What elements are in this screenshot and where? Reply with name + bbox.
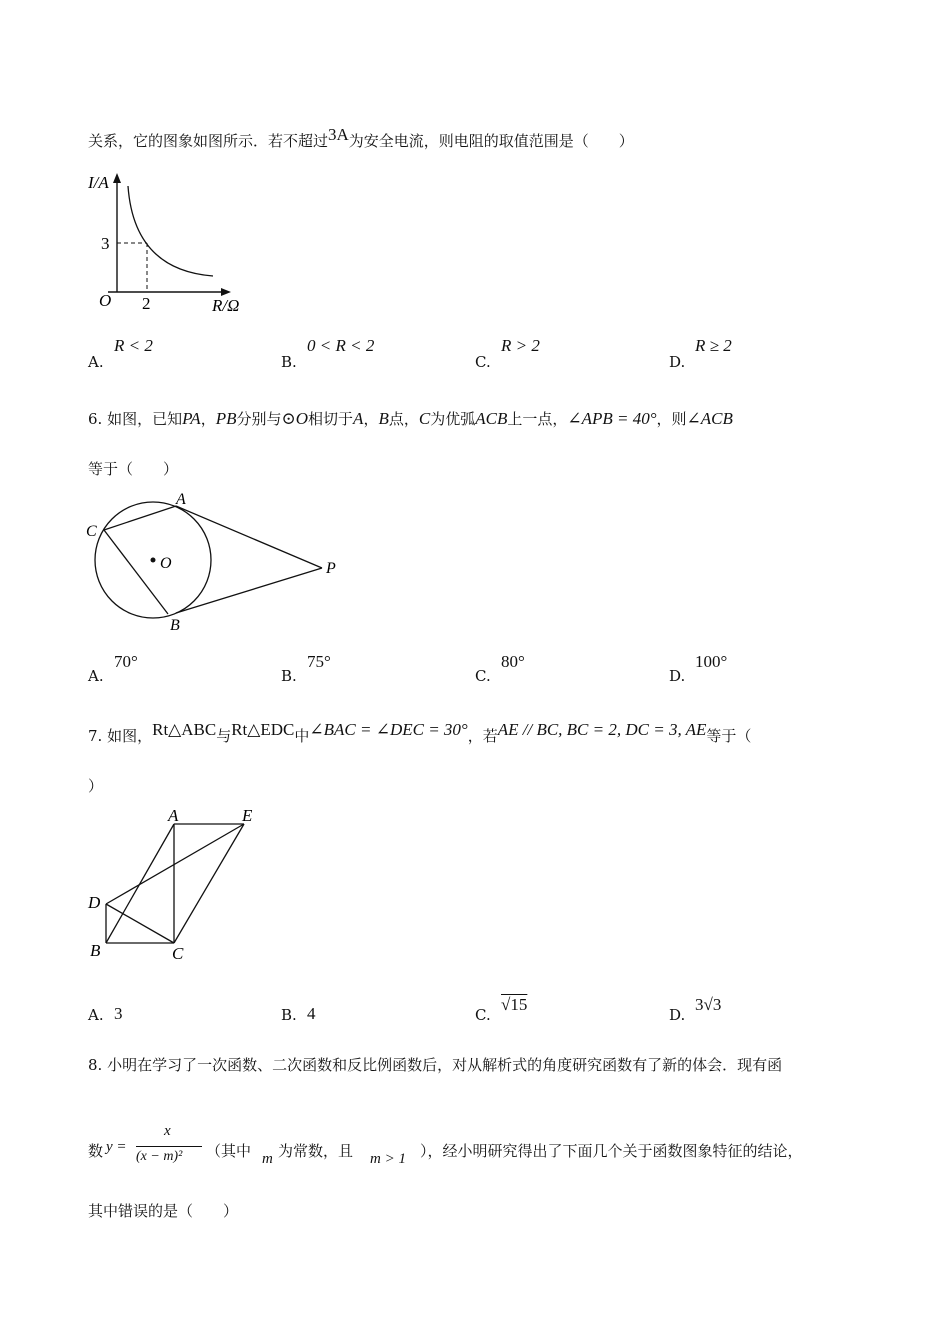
option-value: 4 — [307, 1004, 316, 1023]
q6-text: 上一点， — [507, 410, 568, 428]
q7-math: Rt△EDC — [231, 720, 295, 739]
option-label: D. — [669, 1006, 686, 1024]
option-value: 0 < R < 2 — [307, 336, 375, 355]
q7-label-d: D — [88, 893, 101, 912]
option-label: D. — [669, 667, 686, 685]
q7-math: AE // BC, BC = 2, DC = 3, AE — [497, 720, 707, 739]
q7-stem-line — [88, 720, 752, 746]
q7-segment-dc — [106, 904, 174, 943]
q5-y-label: I/A — [88, 173, 109, 192]
q6-math: PB — [215, 409, 237, 428]
q8-number: 8. — [88, 1056, 108, 1074]
option-label: C. — [475, 353, 491, 371]
option-value: 70° — [114, 652, 138, 671]
q5-x-label: R/Ω — [212, 296, 240, 315]
q6-center-dot — [151, 558, 156, 563]
q6-math: A — [353, 409, 364, 428]
option-label: D. — [669, 353, 686, 371]
option-label: C. — [475, 1006, 491, 1024]
q6-figure — [82, 488, 352, 638]
q5-curve — [128, 186, 213, 276]
q5-x-tick: 2 — [142, 294, 151, 313]
q7-label-a: A — [168, 806, 179, 825]
q8-text: ），经小明研究得出了下面几个关于函数图象特征的结论， — [420, 1142, 803, 1160]
q7-text: 中 — [294, 727, 310, 745]
q7-text: 等于（ — [706, 727, 752, 745]
q6-tangent-pa — [176, 506, 322, 568]
option-label: B. — [281, 1006, 297, 1024]
q6-label-c: C — [86, 523, 97, 540]
q8-text: 数 — [88, 1142, 104, 1160]
option-label: A. — [88, 667, 104, 685]
q7-text: 如图， — [107, 727, 153, 745]
q6-text: 点， — [388, 410, 419, 428]
q8-condition: m > 1 — [370, 1151, 406, 1167]
q6-math: B — [378, 409, 389, 428]
option-value: 3 — [114, 1004, 123, 1023]
q5-y-tick: 3 — [101, 234, 110, 253]
q8-stem-line-1 — [88, 1055, 782, 1075]
q5-x-arrow — [221, 288, 231, 296]
option-value: 75° — [307, 652, 331, 671]
q6-text: 分别与 — [236, 410, 282, 428]
q6-chord-ca — [104, 506, 176, 530]
q8-text: 小明在学习了一次函数、二次函数和反比例函数后，对从解析式的角度研究函数有了新的体会．现有函 — [107, 1056, 783, 1074]
q8-text: （其中 — [206, 1142, 252, 1160]
q5-text-b: 为安全电流，则电阻的取值范围是（ ） — [348, 132, 634, 150]
q6-label-b: B — [170, 617, 180, 634]
q6-text: ， — [200, 410, 216, 428]
q6-math: PA — [182, 409, 201, 428]
q5-stem-line — [88, 125, 634, 151]
option-label: B. — [281, 667, 297, 685]
q7-segment-ab — [106, 824, 174, 943]
option-value: 80° — [501, 652, 525, 671]
q6-number: 6. — [88, 410, 108, 428]
q6-math: C — [418, 409, 431, 428]
q6-chord-cb — [104, 530, 168, 614]
option-label: A. — [88, 1006, 104, 1024]
q7-segment-ed — [106, 824, 244, 904]
q7-label-e: E — [242, 806, 253, 825]
q8-y-equals: y = — [106, 1139, 127, 1155]
q8-stem-line-3: 其中错误的是（ ） — [88, 1202, 239, 1220]
q6-math: ∠ACB — [686, 409, 733, 428]
option-value: R > 2 — [501, 336, 540, 355]
q7-text: 与 — [216, 727, 232, 745]
option-value: R ≥ 2 — [695, 336, 732, 355]
q6-text: 如图，已知 — [107, 410, 183, 428]
q6-text: 为优弧 — [430, 410, 476, 428]
q6-stem-line-2: 等于（ ） — [88, 460, 179, 478]
q7-label-b: B — [90, 941, 101, 960]
q7-figure — [82, 800, 272, 970]
q6-stem-line — [88, 409, 733, 429]
q8-numerator: x — [164, 1123, 171, 1139]
q5-graph — [88, 168, 258, 318]
option-label: B. — [281, 353, 297, 371]
q6-label-a: A — [176, 491, 186, 508]
option-label: C. — [475, 667, 491, 685]
option-value: 3√3 — [695, 995, 722, 1014]
q5-text-a: 关系，它的图象如图所示．若不超过 — [88, 132, 329, 150]
q6-text: 相切于 — [308, 410, 354, 428]
q6-math: ACB — [475, 409, 508, 428]
q7-number: 7. — [88, 727, 108, 745]
q7-math: Rt△ABC — [152, 720, 217, 739]
q7-segment-ec — [174, 824, 244, 943]
q8-fraction — [136, 1123, 202, 1167]
q6-label-p: P — [326, 560, 336, 577]
q5-current-value: 3A — [328, 125, 349, 144]
q5-origin-label: O — [99, 291, 112, 310]
q6-label-o: O — [160, 555, 172, 572]
q8-fraction-bar — [136, 1146, 202, 1147]
q8-text: 为常数，且 — [278, 1142, 354, 1160]
option-value: R < 2 — [114, 336, 153, 355]
q8-m-variable: m — [262, 1151, 273, 1167]
q5-y-arrow — [113, 173, 121, 183]
q8-denominator: (x − m)² — [136, 1149, 183, 1164]
q6-math: ∠APB = 40° — [567, 409, 657, 428]
option-label: A. — [88, 353, 104, 371]
q7-math: ∠BAC = ∠DEC = 30° — [309, 720, 468, 739]
option-value: √15 — [501, 995, 528, 1014]
q6-text: ，则 — [656, 410, 687, 428]
q6-text: ， — [363, 410, 379, 428]
option-value: 100° — [695, 652, 728, 671]
q6-tangent-pb — [176, 568, 322, 613]
q7-text: ，若 — [467, 727, 498, 745]
q7-stem-line-2: ） — [88, 777, 104, 795]
q6-math: ⊙O — [281, 409, 309, 428]
q7-label-c: C — [172, 944, 184, 963]
